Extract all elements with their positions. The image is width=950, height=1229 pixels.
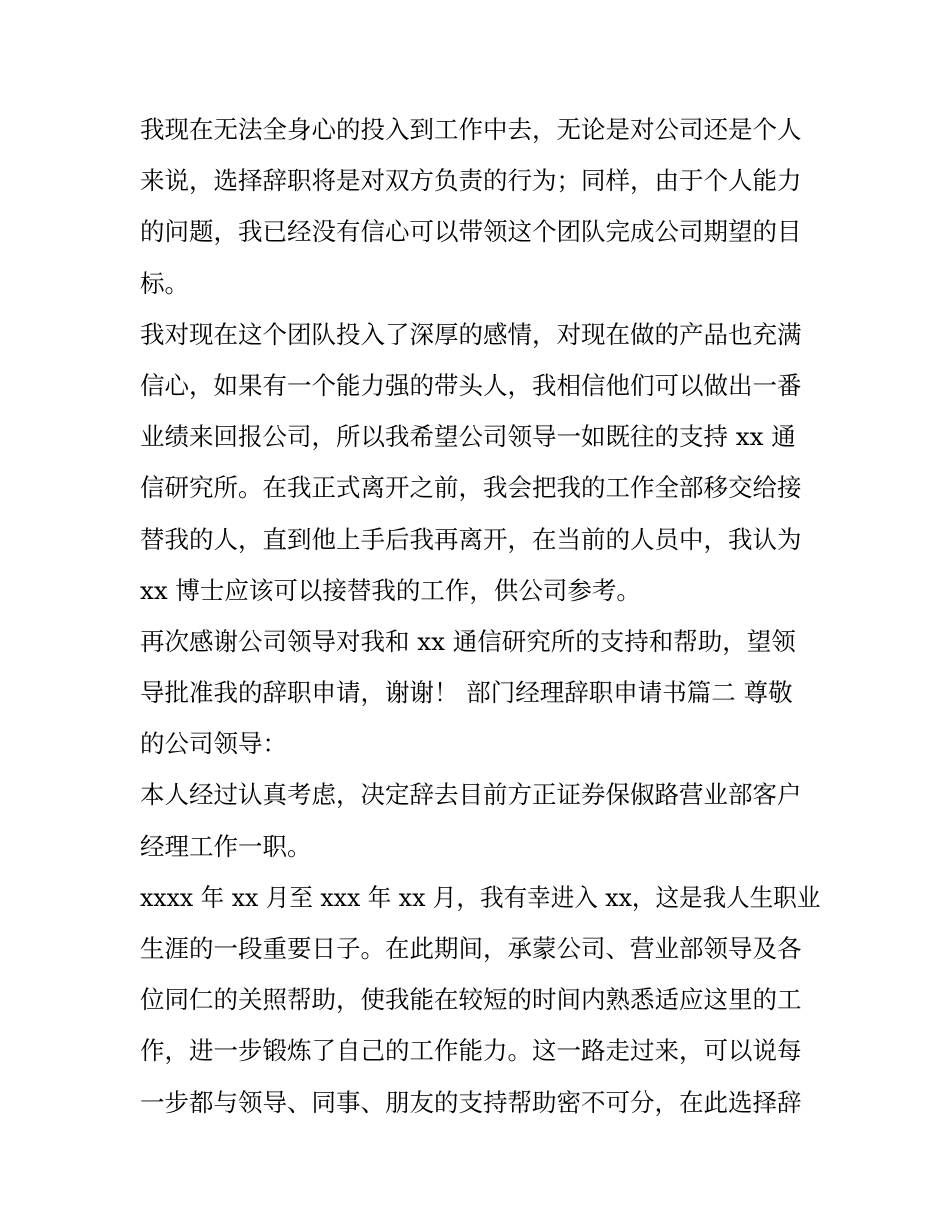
text-line: xxxx 年 xx 月至 xxx 年 xx 月，我有幸进入 xx，这是我人生职业 (140, 882, 821, 912)
text-line: 的公司领导： (140, 729, 287, 759)
text-line: 导批准我的辞职申请，谢谢！ 部门经理辞职申请书篇二 尊敬 (140, 678, 793, 708)
text-line: 标。 (140, 268, 189, 298)
text-line: 我对现在这个团队投入了深厚的感情，对现在做的产品也充满 (140, 319, 802, 349)
text-line: 作，进一步锻炼了自己的工作能力。这一路走过来，可以说每 (140, 1036, 802, 1066)
text-line: 来说，选择辞职将是对双方负责的行为；同样，由于个人能力 (140, 166, 802, 196)
text-line: 替我的人，直到他上手后我再离开，在当前的人员中，我认为 (140, 524, 802, 554)
text-line: 本人经过认真考虑，决定辞去目前方正证券保俶路营业部客户 (140, 780, 802, 810)
text-line: 生涯的一段重要日子。在此期间，承蒙公司、营业部领导及各 (140, 934, 802, 963)
text-line: 信研究所。在我正式离开之前，我会把我的工作全部移交给接 (140, 473, 802, 503)
text-line: 我现在无法全身心的投入到工作中去，无论是对公司还是个人 (140, 115, 802, 144)
text-line: 一步都与领导、同事、朋友的支持帮助密不可分，在此选择辞 (140, 1087, 802, 1117)
text-line: 经理工作一职。 (140, 831, 312, 861)
document-body (140, 104, 820, 1128)
text-line: 的问题，我已经没有信心可以带领这个团队完成公司期望的目 (140, 217, 802, 247)
text-line: 信心，如果有一个能力强的带头人，我相信他们可以做出一番 (140, 370, 802, 400)
text-line: 再次感谢公司领导对我和 xx 通信研究所的支持和帮助，望领 (140, 626, 796, 656)
text-line: xx 博士应该可以接替我的工作，供公司参考。 (140, 575, 641, 605)
text-line: 位同仁的关照帮助，使我能在较短的时间内熟悉适应这里的工 (140, 985, 802, 1015)
text-line: 业绩来回报公司，所以我希望公司领导一如既往的支持 xx 通 (140, 422, 796, 452)
